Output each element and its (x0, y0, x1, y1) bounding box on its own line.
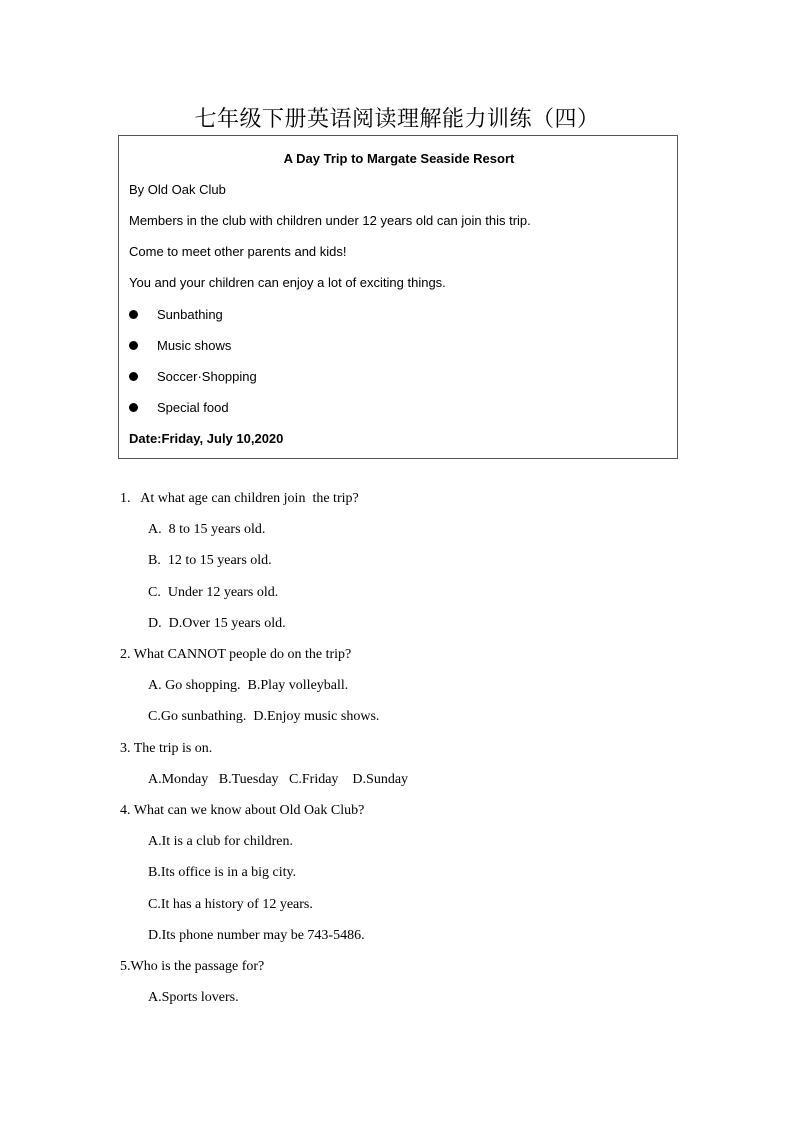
bullet-item: Special food (157, 400, 229, 415)
answer-option: A. Go shopping. B.Play volleyball. (148, 678, 349, 693)
question-stem: 5.Who is the passage for? (120, 959, 265, 974)
notice-line-1: Members in the club with children under 12 years old can join this trip. (129, 213, 531, 228)
notice-date: Date:Friday, July 10,2020 (129, 431, 284, 446)
notice-line-3: You and your children can enjoy a lot of exciting things. (129, 275, 446, 290)
bullet-item: Soccer·Shopping (157, 369, 257, 384)
answer-option: D.Its phone number may be 743-5486. (148, 928, 365, 943)
answer-option: D. D.Over 15 years old. (148, 616, 286, 631)
answer-option: B. 12 to 15 years old. (148, 553, 272, 568)
answer-option: C. Under 12 years old. (148, 585, 279, 600)
notice-headline: A Day Trip to Margate Seaside Resort (283, 151, 515, 166)
notice-byline: By Old Oak Club (129, 182, 226, 197)
question-stem: 2. What CANNOT people do on the trip? (120, 647, 352, 662)
answer-option: A.Monday B.Tuesday C.Friday D.Sunday (148, 772, 409, 787)
bullet-dot-icon (129, 403, 138, 412)
page-title: 七年级下册英语阅读理解能力训练（四） (194, 107, 600, 132)
notice-line-2: Come to meet other parents and kids! (129, 244, 347, 259)
answer-option: C.It has a history of 12 years. (148, 897, 313, 912)
answer-option: B.Its office is in a big city. (148, 865, 297, 880)
bullet-dot-icon (129, 372, 138, 381)
question-stem: 4. What can we know about Old Oak Club? (120, 803, 365, 818)
bullet-item: Sunbathing (157, 307, 223, 322)
notice-box (118, 135, 678, 459)
bullet-dot-icon (129, 310, 138, 319)
answer-option: A.It is a club for children. (148, 834, 294, 849)
answer-option: A.Sports lovers. (148, 990, 239, 1005)
question-stem: 1. At what age can children join the trip? (120, 491, 359, 506)
bullet-item: Music shows (157, 338, 232, 353)
bullet-dot-icon (129, 341, 138, 350)
answer-option: C.Go sunbathing. D.Enjoy music shows. (148, 709, 380, 724)
question-stem: 3. The trip is on. (120, 741, 213, 756)
answer-option: A. 8 to 15 years old. (148, 522, 266, 537)
